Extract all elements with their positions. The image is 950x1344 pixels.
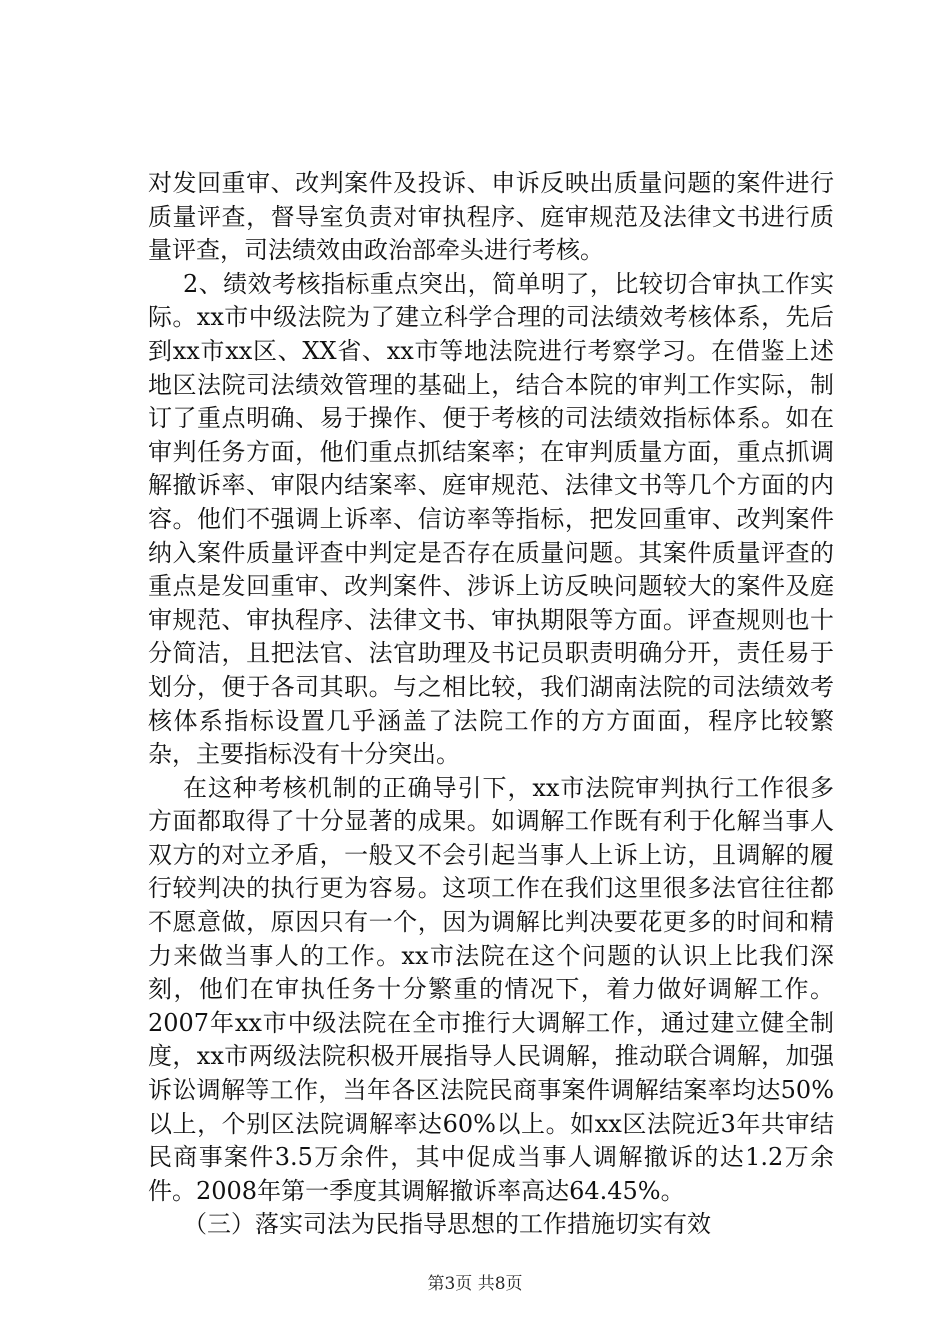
document-body <box>148 167 834 1242</box>
section-heading-3: （三）落实司法为民指导思想的工作措施切实有效 <box>183 1210 711 1239</box>
paragraph-performance-indicators: 2、绩效考核指标重点突出，简单明了，比较切合审执工作实际。xx市中级法院为了建立科学合理的司法绩效考核体系，先后到xx市xx区、XX省、xx市等地法院进行考察学习。在借鉴上述地区法院司法绩效管理的基础上，结合本院的审判工作实际，制订了重点明确、易于操作、便于考核的司法绩效指标体系。如在审判任务方面，他们重点抓结案率；在审判质量方面，重点抓调解撤诉率、审限内结案率、庭审规范、法律文书等几个方面的内容。他们不强调上诉率、信访率等指标，把发回重审、改判案件纳入案件质量评查中判定是否存在质量问题。其案件质量评查的重点是发回重审、改判案件、涉诉上访反映问题较大的案件及庭审规范、审执程序、法律文书、审执期限等方面。评查规则也十分简洁，且把法官、法官助理及书记员职责明确分开，责任易于划分，便于各司其职。与之相比较，我们湖南法院的司法绩效考核体系指标设置几乎涵盖了法院工作的方方面面，程序比较繁杂，主要指标没有十分突出。 <box>148 269 834 769</box>
page-footer: 第3页 共8页 <box>427 1274 523 1294</box>
paragraph-mediation-results: 在这种考核机制的正确导引下，xx市法院审判执行工作很多方面都取得了十分显著的成果。如调解工作既有利于化解当事人双方的对立矛盾，一般又不会引起当事人上诉上访，且调解的履行较判决的执行更为容易。这项工作在我们这里很多法官往往都不愿意做，原因只有一个，因为调解比判决要花更多的时间和精力来做当事人的工作。xx市法院在这个问题的认识上比我们深刻，他们在审执任务十分繁重的情况下，着力做好调解工作。2007年xx市中级法院在全市推行大调解工作，通过建立健全制度，xx市两级法院积极开展指导人民调解，推动联合调解，加强诉讼调解等工作，当年各区法院民商事案件调解结案率均达50%以上，个别区法院调解率达60%以上。如xx区法院近3年共审结民商事案件3.5万余件，其中促成当事人调解撤诉的达1.2万余件。2008年第一季度其调解撤诉率高达64.45%。 <box>148 773 834 1205</box>
paragraph-continuation: 对发回重审、改判案件及投诉、申诉反映出质量问题的案件进行质量评查，督导室负责对审执程序、庭审规范及法律文书进行质量评查，司法绩效由政治部牵头进行考核。 <box>148 169 834 265</box>
